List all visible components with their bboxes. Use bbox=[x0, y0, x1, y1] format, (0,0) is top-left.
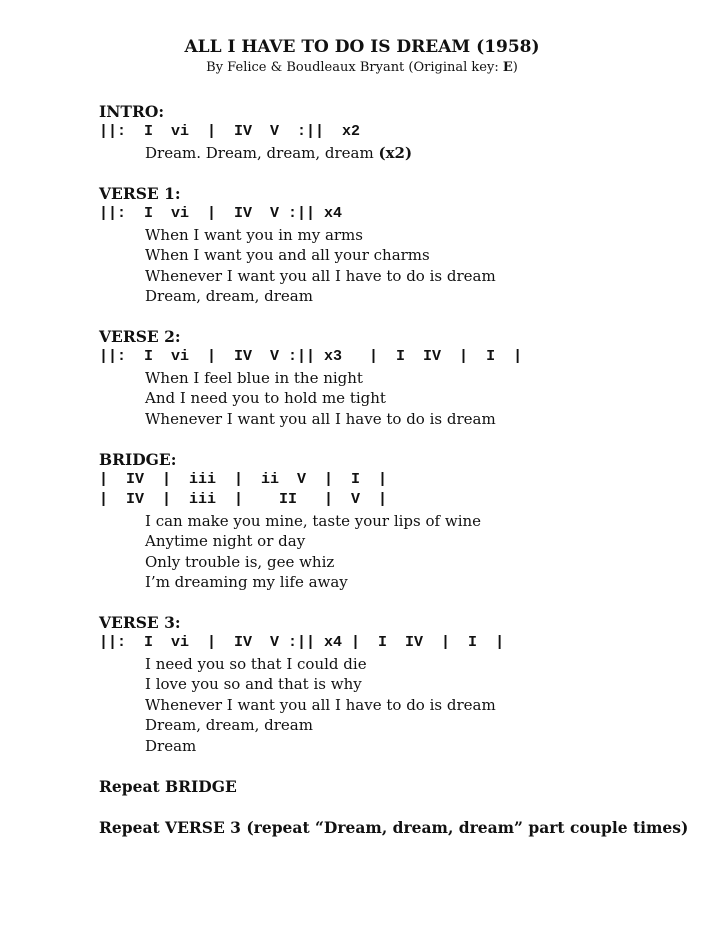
lyric-line: I love you so and that is why bbox=[145, 675, 362, 693]
section-heading-verse-2: VERSE 2: bbox=[99, 327, 181, 346]
chord-line-bridge-2: | IV | iii | II | V | bbox=[99, 491, 388, 508]
lyric-line: I’m dreaming my life away bbox=[145, 573, 348, 591]
chord-line-verse-2: ||: I vi | IV V :|| x3 | I IV | I | bbox=[99, 348, 523, 365]
lyric-line: Whenever I want you all I have to do is dream bbox=[145, 267, 496, 285]
lyric-line: I need you so that I could die bbox=[145, 655, 367, 673]
section-heading-verse-3: VERSE 3: bbox=[99, 613, 181, 632]
section-heading-verse-1: VERSE 1: bbox=[99, 184, 181, 203]
lyric-line: When I want you in my arms bbox=[145, 226, 363, 244]
section-heading-intro: INTRO: bbox=[99, 102, 165, 121]
chord-line-verse-3: ||: I vi | IV V :|| x4 | I IV | I | bbox=[99, 634, 505, 651]
song-credits bbox=[0, 59, 724, 77]
lyric-line: Anytime night or day bbox=[145, 532, 306, 550]
chord-line-bridge-1: | IV | iii | ii V | I | bbox=[99, 471, 388, 488]
lyric-line: I can make you mine, taste your lips of wine bbox=[145, 512, 482, 530]
credits-close: ) bbox=[512, 60, 518, 75]
lyric-line: When I want you and all your charms bbox=[145, 246, 430, 264]
original-key: E bbox=[502, 60, 513, 75]
lyric-line: Whenever I want you all I have to do is dream bbox=[145, 410, 496, 428]
lyric-line: Only trouble is, gee whiz bbox=[145, 553, 335, 571]
lyric-line: And I need you to hold me tight bbox=[145, 389, 386, 407]
song-title: ALL I HAVE TO DO IS DREAM (1958) bbox=[184, 37, 540, 57]
lyric-line-intro bbox=[145, 143, 412, 163]
intro-lyric: Dream. Dream, dream, dream bbox=[145, 144, 379, 162]
chord-line-verse-1: ||: I vi | IV V :|| x4 bbox=[99, 205, 343, 222]
lyric-line: Dream, dream, dream bbox=[145, 716, 313, 734]
chord-line-intro: ||: I vi | IV V :|| x2 bbox=[99, 123, 361, 140]
section-heading-bridge: BRIDGE: bbox=[99, 450, 177, 469]
repeat-bridge-instruction: Repeat BRIDGE bbox=[99, 777, 237, 796]
credits-text: By Felice & Boudleaux Bryant (Original key: bbox=[206, 60, 503, 75]
lyric-line: Dream bbox=[145, 737, 197, 755]
lyric-line: When I feel blue in the night bbox=[145, 369, 363, 387]
repeat-verse-3-instruction: Repeat VERSE 3 (repeat “Dream, dream, dream” part couple times) bbox=[99, 818, 689, 837]
lyric-line: Dream, dream, dream bbox=[145, 287, 313, 305]
lyric-line: Whenever I want you all I have to do is dream bbox=[145, 696, 496, 714]
intro-repeat-count: (x2) bbox=[378, 144, 413, 162]
